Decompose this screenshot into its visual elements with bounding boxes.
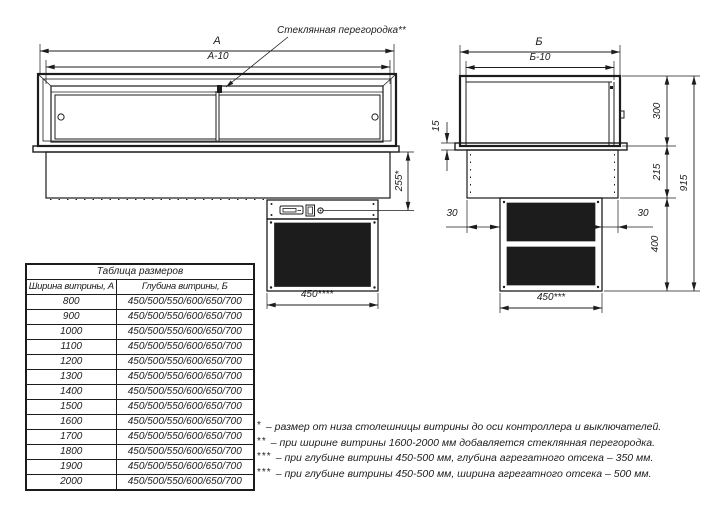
footnote-2: [257, 436, 661, 452]
size-table-title: Таблица размеров: [26, 264, 254, 280]
dim-label-width-a10: А-10: [207, 51, 229, 62]
depths-cell: 450/500/550/600/650/700: [116, 385, 254, 400]
depths-cell: 450/500/550/600/650/700: [116, 475, 254, 491]
width-cell: 900: [26, 310, 116, 325]
width-cell: 1100: [26, 340, 116, 355]
table-row: [26, 340, 254, 355]
table-row: [26, 415, 254, 430]
glass-partition-label: Стеклянная перегородка**: [277, 25, 406, 36]
dim-label-255: 255*: [394, 170, 405, 192]
size-table: [25, 263, 255, 491]
depths-cell: 450/500/550/600/650/700: [116, 445, 254, 460]
dim-label-30-right: 30: [637, 208, 649, 219]
depths-cell: 450/500/550/600/650/700: [116, 415, 254, 430]
width-cell: 1600: [26, 415, 116, 430]
depths-cell: 450/500/550/600/650/700: [116, 370, 254, 385]
depths-cell: 450/500/550/600/650/700: [116, 295, 254, 310]
footnote-4-marker: ***: [257, 466, 272, 478]
dim-label-width-a: А: [213, 35, 221, 47]
footnote-3-marker: ***: [257, 451, 272, 463]
width-cell: 1400: [26, 385, 116, 400]
footnote-1-text: – размер от низа столешницы витрины до оси контроллера и выключателей.: [265, 421, 662, 433]
footnote-3: [257, 451, 661, 467]
table-row: [26, 355, 254, 370]
footnote-3-text: – при глубине витрины 450-500 мм, глубина агрегатного отсека – 350 мм.: [275, 452, 654, 465]
width-cell: 1900: [26, 460, 116, 475]
table-row: [26, 400, 254, 415]
footnote-2-text: – при ширине витрины 1600-2000 мм добавляется стеклянная перегородка.: [270, 436, 656, 449]
dim-label-depth-b10: Б-10: [529, 52, 551, 63]
dim-label-450-side: 450***: [536, 292, 566, 303]
depths-cell: 450/500/550/600/650/700: [116, 400, 254, 415]
depths-cell: 450/500/550/600/650/700: [116, 430, 254, 445]
dim-label-915: 915: [679, 174, 690, 192]
table-row: [26, 430, 254, 445]
width-cell: 800: [26, 295, 116, 310]
width-cell: 1500: [26, 400, 116, 415]
width-cell: 1700: [26, 430, 116, 445]
footnote-1-marker: *: [257, 420, 262, 431]
footnote-1: [257, 420, 661, 436]
depths-cell: 450/500/550/600/650/700: [116, 340, 254, 355]
table-row: [26, 325, 254, 340]
col-header-depth: Глубина витрины, Б: [116, 280, 254, 295]
dim-label-15: 15: [431, 120, 442, 132]
depths-cell: 450/500/550/600/650/700: [116, 325, 254, 340]
depths-cell: 450/500/550/600/650/700: [116, 355, 254, 370]
width-cell: 1200: [26, 355, 116, 370]
depths-cell: 450/500/550/600/650/700: [116, 460, 254, 475]
table-row: [26, 445, 254, 460]
depths-cell: 450/500/550/600/650/700: [116, 310, 254, 325]
dim-label-300: 300: [652, 102, 663, 120]
dim-label-depth-b: Б: [535, 36, 543, 48]
footnotes: [257, 420, 661, 482]
table-row: [26, 310, 254, 325]
dim-label-400: 400: [650, 235, 661, 253]
width-cell: 1800: [26, 445, 116, 460]
footnote-4-text: – при глубине витрины 450-500 мм, ширина агрегатного отсека – 500 мм.: [275, 467, 652, 480]
dim-label-30-left: 30: [446, 208, 458, 219]
table-row: [26, 385, 254, 400]
footnote-4: [257, 467, 661, 483]
dim-label-450-front: 450****: [300, 289, 334, 300]
table-row: [26, 295, 254, 310]
footnote-2-marker: **: [257, 435, 267, 447]
size-table-body: [26, 295, 254, 491]
table-row: [26, 370, 254, 385]
table-row: [26, 475, 254, 491]
width-cell: 1300: [26, 370, 116, 385]
width-cell: 2000: [26, 475, 116, 491]
table-row: [26, 460, 254, 475]
dim-label-215: 215: [652, 163, 663, 181]
col-header-width: Ширина витрины, А: [26, 280, 116, 295]
width-cell: 1000: [26, 325, 116, 340]
